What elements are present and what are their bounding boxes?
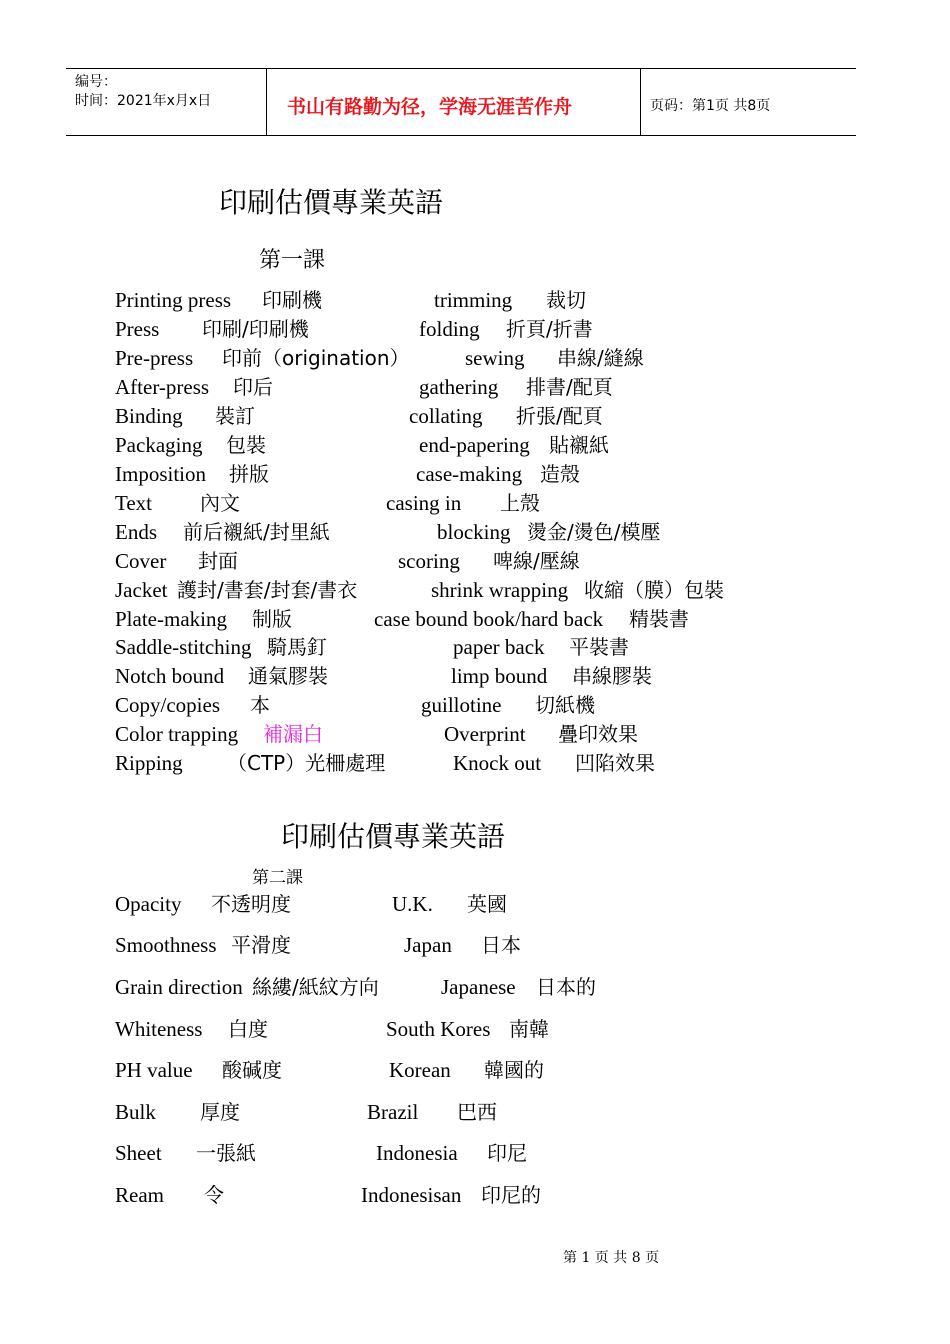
- header-divider-left: [266, 68, 267, 136]
- english-term: Packaging: [115, 433, 203, 457]
- vocab-row: [0, 692, 950, 720]
- chinese-term: 印尼的: [481, 1183, 541, 1207]
- vocab-row: [0, 1140, 950, 1168]
- vocab-row: [0, 1182, 950, 1210]
- english-term: Brazil: [367, 1100, 419, 1124]
- english-term: Whiteness: [115, 1017, 203, 1041]
- chinese-term: 通氣膠裝: [248, 664, 328, 688]
- header-time-label: 时间：2021年x月x日: [75, 93, 212, 109]
- chinese-term: （CTP）光柵處理: [227, 751, 386, 775]
- footer-page-number: 第 1 页 共 8 页: [563, 1250, 660, 1266]
- english-term: Ream: [115, 1183, 164, 1207]
- english-term: Smoothness: [115, 933, 217, 957]
- english-term: Saddle-stitching: [115, 635, 252, 659]
- chinese-term: 日本: [481, 933, 521, 957]
- english-term: Press: [115, 317, 160, 341]
- english-term: case bound book/hard back: [374, 607, 604, 631]
- vocab-row: [0, 606, 950, 634]
- english-term: sewing: [465, 346, 525, 370]
- english-term: shrink wrapping: [431, 578, 569, 602]
- chinese-term: 收縮（膜）包裝: [584, 578, 724, 602]
- english-term: Printing press: [115, 288, 232, 312]
- vocab-row: [0, 577, 950, 605]
- english-term: paper back: [453, 635, 545, 659]
- chinese-term: 精裝書: [629, 607, 689, 631]
- chinese-term: 印刷機: [262, 288, 322, 312]
- english-term: Indonesisan: [361, 1183, 462, 1207]
- vocab-row: [0, 432, 950, 460]
- lesson1-subtitle: 第一課: [259, 248, 326, 273]
- chinese-term: 燙金/燙色/模壓: [527, 520, 661, 544]
- chinese-term: 平滑度: [231, 933, 291, 957]
- english-term: U.K.: [392, 892, 433, 916]
- english-term: Opacity: [115, 892, 182, 916]
- english-term: Binding: [115, 404, 183, 428]
- english-term: guillotine: [421, 693, 502, 717]
- header-page-info: 页码：第1页 共8页: [650, 98, 771, 114]
- chinese-term: 前后襯紙/封里紙: [183, 520, 330, 544]
- english-term: Grain direction: [115, 975, 243, 999]
- english-term: Overprint: [444, 722, 526, 746]
- chinese-term: 補漏白: [263, 722, 323, 746]
- chinese-term: 切紙機: [535, 693, 595, 717]
- english-term: blocking: [437, 520, 511, 544]
- chinese-term: 上殼: [500, 491, 540, 515]
- chinese-term: 造殼: [540, 462, 580, 486]
- vocab-row: [0, 663, 950, 691]
- chinese-term: 疊印效果: [558, 722, 638, 746]
- chinese-term: 印后: [233, 375, 273, 399]
- english-term: folding: [419, 317, 480, 341]
- chinese-term: 封面: [198, 549, 238, 573]
- header-bottom-rule: [66, 135, 856, 136]
- english-term: After-press: [115, 375, 210, 399]
- vocab-row: [0, 1099, 950, 1127]
- chinese-term: 貼襯紙: [549, 433, 609, 457]
- vocab-row: [0, 287, 950, 315]
- chinese-term: 串線/縫線: [557, 346, 644, 370]
- chinese-term: 日本的: [536, 975, 596, 999]
- chinese-term: 啤線/壓線: [493, 549, 580, 573]
- header-top-rule: [66, 68, 856, 69]
- lesson2-title: 印刷估價專業英語: [281, 820, 506, 853]
- vocab-row: [0, 490, 950, 518]
- lesson2-subtitle: 第二課: [252, 868, 303, 888]
- english-term: collating: [409, 404, 483, 428]
- chinese-term: 折張/配頁: [516, 404, 603, 428]
- english-term: Copy/copies: [115, 693, 220, 717]
- chinese-term: 裁切: [546, 288, 586, 312]
- english-term: end-papering: [419, 433, 530, 457]
- chinese-term: 包裝: [226, 433, 266, 457]
- header-motto: 书山有路勤为径，学海无涯苦作舟: [287, 96, 573, 118]
- chinese-term: 一張紙: [196, 1141, 256, 1165]
- english-term: Sheet: [115, 1141, 162, 1165]
- english-term: Bulk: [115, 1100, 156, 1124]
- vocab-row: [0, 974, 950, 1002]
- chinese-term: 絲縷/紙紋方向: [252, 975, 379, 999]
- chinese-term: 制版: [252, 607, 292, 631]
- chinese-term: 凹陷效果: [575, 751, 655, 775]
- english-term: Ripping: [115, 751, 183, 775]
- chinese-term: 印尼: [487, 1141, 527, 1165]
- chinese-term: 印前（origination）: [222, 346, 410, 370]
- english-term: South Kores: [386, 1017, 491, 1041]
- header-divider-right: [640, 68, 641, 136]
- chinese-term: 韓國的: [484, 1058, 544, 1082]
- english-term: Pre-press: [115, 346, 194, 370]
- english-term: Imposition: [115, 462, 207, 486]
- chinese-term: 排書/配頁: [526, 375, 613, 399]
- english-term: Color trapping: [115, 722, 239, 746]
- english-term: casing in: [386, 491, 462, 515]
- chinese-term: 護封/書套/封套/書衣: [177, 578, 358, 602]
- chinese-term: 南韓: [509, 1017, 549, 1041]
- chinese-term: 酸碱度: [222, 1058, 282, 1082]
- chinese-term: 拼版: [229, 462, 269, 486]
- english-term: scoring: [398, 549, 460, 573]
- vocab-row: [0, 403, 950, 431]
- english-term: Jacket: [115, 578, 168, 602]
- vocab-row: [0, 891, 950, 919]
- english-term: gathering: [419, 375, 499, 399]
- chinese-term: 令: [204, 1183, 224, 1207]
- english-term: PH value: [115, 1058, 193, 1082]
- vocab-row: [0, 345, 950, 373]
- chinese-term: 白度: [228, 1017, 268, 1041]
- chinese-term: 騎馬釘: [267, 635, 327, 659]
- chinese-term: 串線膠裝: [572, 664, 652, 688]
- english-term: Cover: [115, 549, 167, 573]
- english-term: Japan: [404, 933, 452, 957]
- chinese-term: 平裝書: [569, 635, 629, 659]
- chinese-term: 巴西: [457, 1100, 497, 1124]
- english-term: Notch bound: [115, 664, 225, 688]
- vocab-row: [0, 721, 950, 749]
- vocab-row: [0, 519, 950, 547]
- chinese-term: 折頁/折書: [506, 317, 593, 341]
- english-term: Text: [115, 491, 153, 515]
- english-term: Plate-making: [115, 607, 227, 631]
- vocab-row: [0, 932, 950, 960]
- vocab-row: [0, 374, 950, 402]
- vocab-row: [0, 548, 950, 576]
- english-term: limp bound: [451, 664, 548, 688]
- vocab-row: [0, 750, 950, 778]
- chinese-term: 裝訂: [215, 404, 255, 428]
- vocab-row: [0, 1016, 950, 1044]
- english-term: Korean: [389, 1058, 451, 1082]
- vocab-row: [0, 634, 950, 662]
- english-term: Ends: [115, 520, 157, 544]
- chinese-term: 印刷/印刷機: [202, 317, 309, 341]
- chinese-term: 內文: [200, 491, 240, 515]
- header-number-label: 编号：: [75, 74, 117, 90]
- english-term: trimming: [434, 288, 513, 312]
- english-term: Japanese: [441, 975, 516, 999]
- vocab-row: [0, 461, 950, 489]
- lesson1-title: 印刷估價專業英語: [219, 186, 444, 219]
- english-term: case-making: [416, 462, 523, 486]
- vocab-row: [0, 1057, 950, 1085]
- english-term: Indonesia: [376, 1141, 458, 1165]
- chinese-term: 英國: [467, 892, 507, 916]
- vocab-row: [0, 316, 950, 344]
- chinese-term: 不透明度: [211, 892, 291, 916]
- chinese-term: 本: [250, 693, 270, 717]
- english-term: Knock out: [453, 751, 542, 775]
- chinese-term: 厚度: [200, 1100, 240, 1124]
